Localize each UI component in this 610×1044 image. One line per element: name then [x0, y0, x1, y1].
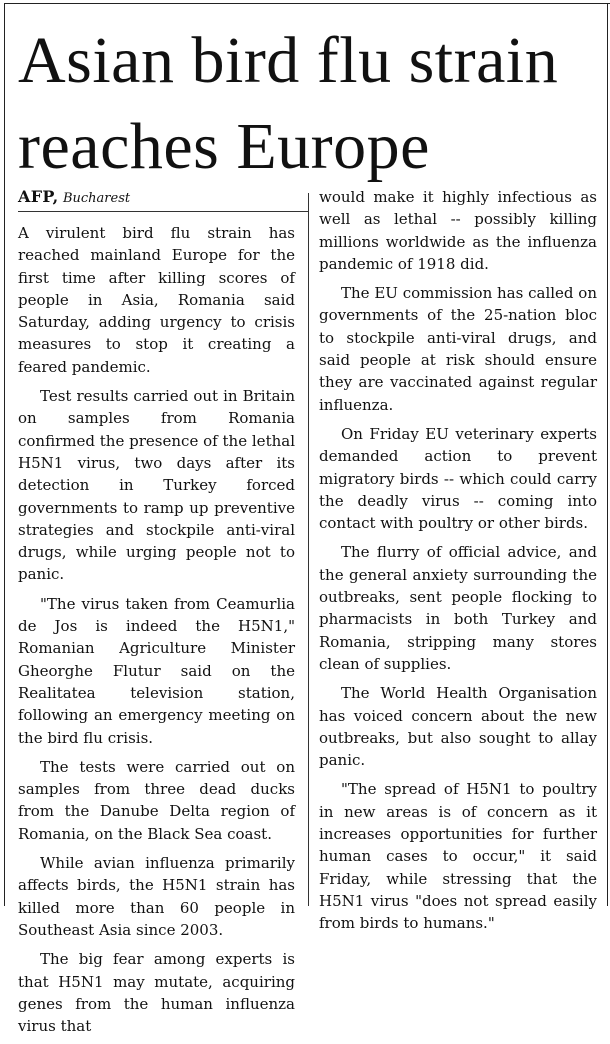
- paragraph: Test results carried out in Britain on samples from Romania confirmed the presence of the lethal H5N1 virus, two days after its detection in Turkey forced governments to ramp up preventive strategies and stockpile anti-viral drugs, while urging people not to panic.: [18, 387, 295, 584]
- left-border-rule: [4, 3, 5, 906]
- top-border-rule: [4, 3, 610, 4]
- paragraph: "The spread of H5N1 to poultry in new areas is of concern as it increases opportunities for further human cases to occur," it said Friday, while stressing that the H5N1 virus "does not spread easily from birds to humans.": [319, 780, 597, 933]
- paragraph: The World Health Organisation has voiced concern about the new outbreaks, but also sought to allay panic.: [319, 684, 597, 770]
- dateline: [18, 187, 130, 209]
- paragraph: The tests were carried out on samples from three dead ducks from the Danube Delta region of Romania, on the Black Sea coast.: [18, 757, 295, 843]
- paragraph: While avian influenza primarily affects birds, the H5N1 strain has killed more than 60 people in Southeast Asia since 2003.: [18, 854, 295, 939]
- article-column-right: [319, 186, 597, 942]
- paragraph-continued: would make it highly infectious as well as lethal -- possibly killing millions worldwide as the influenza pandemic of 1918 did.: [319, 188, 597, 273]
- article-column-left: [18, 222, 295, 1044]
- column-divider: [308, 193, 309, 906]
- paragraph: The flurry of official advice, and the general anxiety surrounding the outbreaks, sent people flocking to pharmacists in both Turkey and Romania, stripping many stores clean of supplies.: [319, 543, 597, 673]
- dateline-city: Bucharest: [62, 191, 131, 206]
- paragraph: The EU commission has called on governments of the 25-nation bloc to stockpile anti-viral drugs, and said people at risk should ensure they are vaccinated against regular influenza.: [319, 284, 597, 414]
- paragraph: On Friday EU veterinary experts demanded action to prevent migratory birds -- which could carry the deadly virus -- coming into contact with poultry or other birds.: [319, 424, 597, 533]
- dateline-agency: AFP,: [18, 187, 59, 206]
- paragraph: A virulent bird flu strain has reached mainland Europe for the first time after killing scores of people in Asia, Romania said Saturday, adding urgency to crisis measures to stop it creating a feared pandemic.: [18, 224, 295, 376]
- paragraph: The big fear among experts is that H5N1 may mutate, acquiring genes from the human influenza virus that: [18, 950, 295, 1036]
- dateline-rule: [18, 211, 308, 212]
- headline: Asian bird flu strain reaches Europe: [18, 24, 559, 183]
- paragraph: "The virus taken from Ceamurlia de Jos is indeed the H5N1," Romanian Agriculture Minister Gheorghe Flutur said on the Realitatea television station, following an emergency meeting on the bird flu crisis.: [18, 594, 295, 747]
